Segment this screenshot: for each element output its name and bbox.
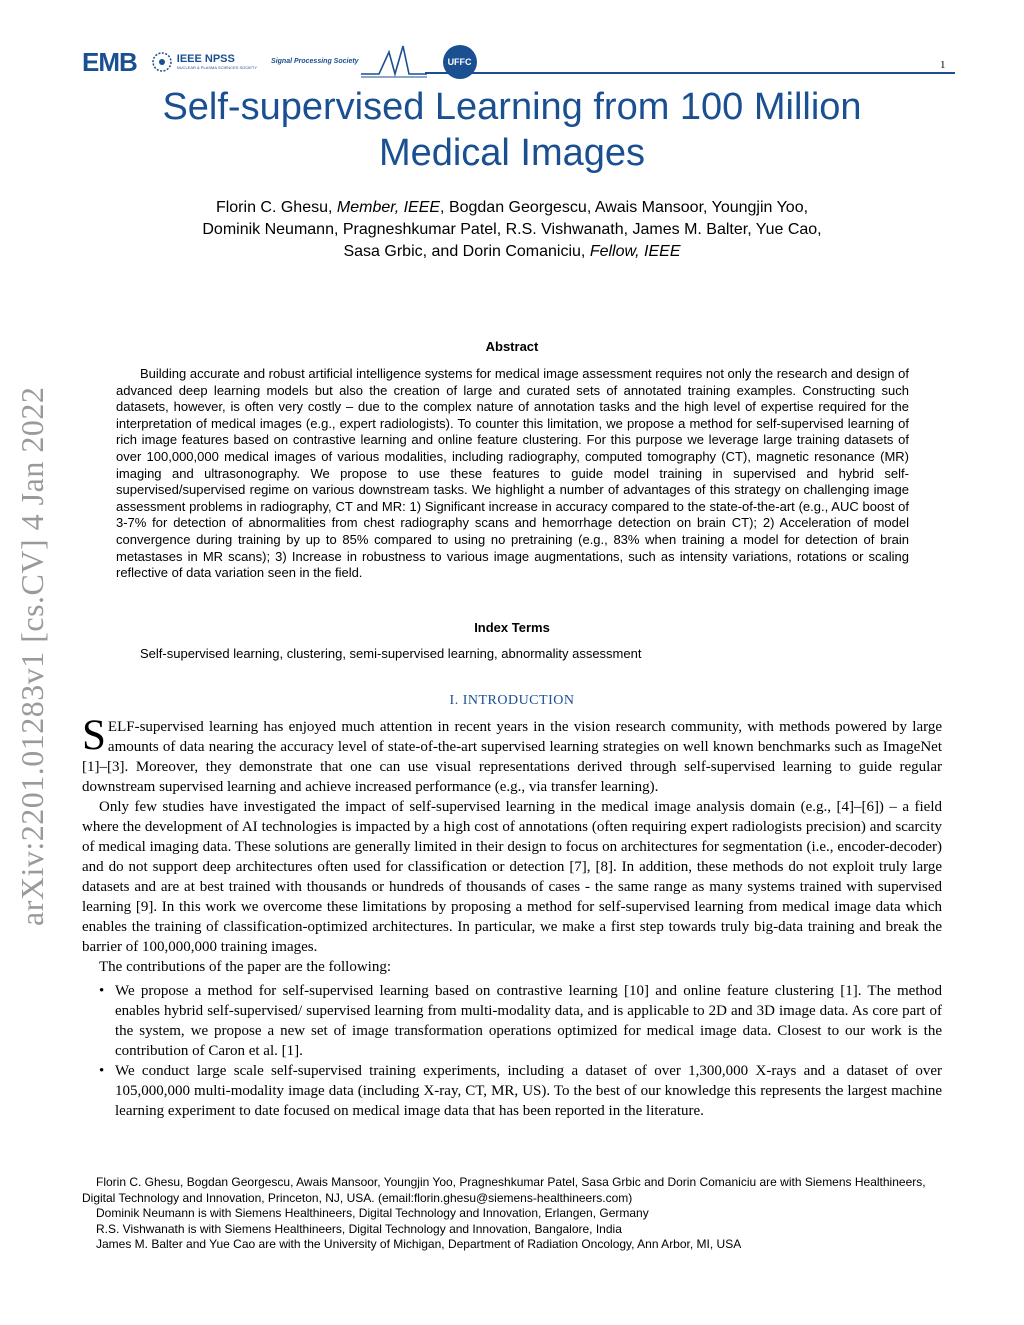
index-terms-heading: Index Terms <box>474 620 550 635</box>
footnote: James M. Balter and Yue Cao are with the University of Michigan, Department of Radiation Oncology, Ann Arbor, MI, USA <box>96 1237 742 1251</box>
sps-label: Signal Processing Society <box>271 58 359 65</box>
footnote: Florin C. Ghesu, Bogdan Georgescu, Awais Mansoor, Youngjin Yoo, Pragneshkumar Patel, Sasa Grbic and Dorin Comaniciu are with Siemens Healthineers, Digital Technology and Innovation, Princeton, NJ, USA. (email:florin.ghesu@siemens-healthineers.com) <box>82 1175 926 1205</box>
society-logos <box>82 40 477 84</box>
abstract-heading: Abstract <box>485 339 539 354</box>
intro-paragraph-1: SELF-supervised learning has enjoyed much attention in recent years in the vision research community, with methods powered by large amounts of data nearing the accuracy level of state-of-the-art supervised learning strategies on well known benchmarks such as ImageNet [1]–[3]. Moreover, they demonstrate that one can use visual representations derived through self-supervised learning to guide regular downstream supervised learning and achieve increased performance (e.g., via transfer learning). <box>82 712 942 795</box>
header-rule <box>425 72 955 74</box>
sps-logo <box>271 44 429 80</box>
footnote: Dominik Neumann is with Siemens Healthineers, Digital Technology and Innovation, Erlangen, Germany <box>96 1206 649 1220</box>
list-item: • We conduct large scale self-supervised training experiments, including a dataset of over 1,300,000 X-rays and a dataset of over 105,000,000 multi-modality image data (including X-ray, CT, MR, US). To the best of our knowledge this represents the largest machine learning experiment to date focused on medical image data that has been reported in the literature. <box>115 1061 942 1121</box>
list-item: • We propose a method for self-supervised learning based on contrastive learning [10] and online feature clustering [1]. The method enables hybrid self-supervised/ supervised learning from multi-modality data, and is applicable to 2D and 3D image data. As core part of the system, we propose a new set of image transformation operations optimized for medical image data. Closest to our work is the contribution of Caron et al. [1]. <box>115 981 942 1061</box>
arxiv-stamp: arXiv:2201.01283v1 [cs.CV] 4 Jan 2022 <box>14 386 50 926</box>
author-role-member: Member, IEEE <box>336 199 441 216</box>
npss-logo <box>151 51 257 73</box>
signal-wave-icon <box>359 44 429 80</box>
paper-title: Self-supervised Learning from 100 Million Medical Images <box>162 86 862 174</box>
intro-paragraph-2: Only few studies have investigated the impact of self-supervised learning in the medical image analysis domain (e.g., [4]–[6]) – a field where the development of AI technologies is impacted by a high cost of annotations (often requiring expert radiologists precision) and scarcity of medical imaging data. These solutions are generally limited in their design to focus on architectures for segmentation (i.e., encoder-decoder) and do not support deep architectures often used for classification or detection [7], [8]. In addition, these methods do not exploit truly large datasets and are at best trained with thousands or hundreds of thousands of cases - the same range as many systems trained with supervised learning [9]. In this work we overcome these limitations by proposing a method for self-supervised learning from medical image data which enables the training of classification-optimized architectures. In particular, we make a first step towards truly big-data training and break the barrier of 100,000,000 training images. <box>82 799 942 955</box>
intro-paragraph-3: The contributions of the paper are the following: <box>99 959 391 975</box>
footnotes <box>82 1175 942 1253</box>
footnote: R.S. Vishwanath is with Siemens Healthineers, Digital Technology and Innovation, Bangalore, India <box>96 1221 622 1236</box>
author-line-3: Sasa Grbic, and Dorin Comaniciu, Fellow, IEEE <box>343 243 681 260</box>
abstract-text: Building accurate and robust artificial intelligence systems for medical image assessment requires not only the research and design of advanced deep learning models but also the creation of large and curated sets of annotated training examples. Constructing such datasets, however, is often very costly – due to the complex nature of annotation tasks and the high level of expertise required for the interpretation of medical images (e.g., expert radiologists). To counter this limitation, we propose a method for self-supervised learning of rich image features based on contrastive learning and online feature clustering. For this purpose we leverage large training datasets of over 100,000,000 medical images of various modalities, including radiography, computed tomography (CT), magnetic resonance (MR) imaging and ultrasonography. We propose to use these features to guide model training in supervised and hybrid self-supervised/supervised regime on various downstream tasks. We highlight a number of advantages of this strategy on challenging image assessment problems in radiography, CT and MR: 1) Significant increase in accuracy compared to the state-of-the-art (e.g., AUC boost of 3-7% for detection of abnormalities from chest radiography scans and hemorrhage detection on brain CT); 2) Acceleration of model convergence during training by up to 85% compared to using no pretraining (e.g., 83% when training a model for detection of brain metastases in MR scans); 3) Increase in robustness to various image augmentations, such as intensity variations, rotations or scaling reflective of data variation seen in the field. <box>116 366 909 581</box>
drop-cap: S <box>82 712 106 759</box>
contributions-list <box>82 981 942 1121</box>
atom-icon <box>151 51 173 73</box>
emb-logo: EMB <box>82 46 137 77</box>
author-line-1: Florin C. Ghesu, Member, IEEE, Bogdan Georgescu, Awais Mansoor, Youngjin Yoo, <box>215 199 809 216</box>
author-list <box>100 197 924 263</box>
uffc-logo: UFFC <box>443 45 477 79</box>
author-role-fellow: Fellow, IEEE <box>589 243 681 260</box>
npss-sublabel: NUCLEAR & PLASMA SCIENCES SOCIETY <box>176 65 258 70</box>
npss-label: IEEE NPSS <box>176 53 235 65</box>
index-terms-text: Self-supervised learning, clustering, semi-supervised learning, abnormality assessment <box>140 646 642 661</box>
page-number: 1 <box>940 59 946 71</box>
introduction-body <box>82 712 942 1121</box>
author-line-2: Dominik Neumann, Pragneshkumar Patel, R.S. Vishwanath, James M. Balter, Yue Cao, <box>202 221 822 238</box>
section-heading: I. INTRODUCTION <box>449 693 575 708</box>
